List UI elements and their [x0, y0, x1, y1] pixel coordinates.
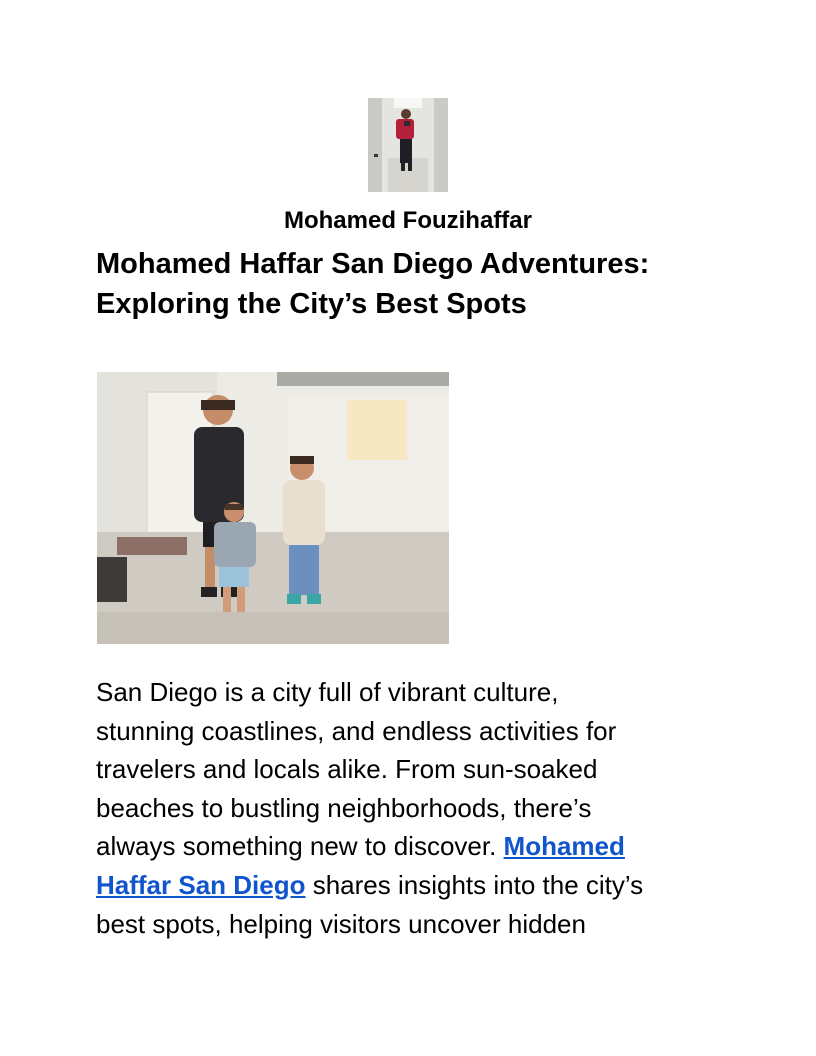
body-line: always something new to discover.: [96, 831, 504, 862]
body-line: beaches to bustling neighborhoods, there’s: [96, 792, 592, 823]
title-line-2: Exploring the City’s Best Spots: [96, 288, 527, 320]
body-line: San Diego is a city full of vibrant culture,: [96, 677, 559, 707]
link-text-part-2[interactable]: Haffar San Diego: [96, 869, 306, 900]
link-text-part-1[interactable]: Mohamed: [503, 831, 625, 862]
profile-photo-illustration: [368, 98, 448, 192]
family-photo-illustration: [97, 372, 449, 644]
author-name: Mohamed Fouzihaffar: [283, 207, 532, 234]
body-line: best spots, helping visitors uncover hidden: [96, 908, 586, 939]
profile-photo: [368, 98, 448, 192]
article-body: [96, 673, 736, 943]
body-line: stunning coastlines, and endless activities for: [96, 715, 617, 746]
title-line-1: Mohamed Haffar San Diego Adventures:: [96, 248, 650, 280]
article-title: [96, 244, 736, 324]
body-line: travelers and locals alike. From sun-soaked: [96, 754, 598, 785]
body-line: shares insights into the city’s: [305, 869, 644, 900]
family-photo: [97, 372, 449, 644]
